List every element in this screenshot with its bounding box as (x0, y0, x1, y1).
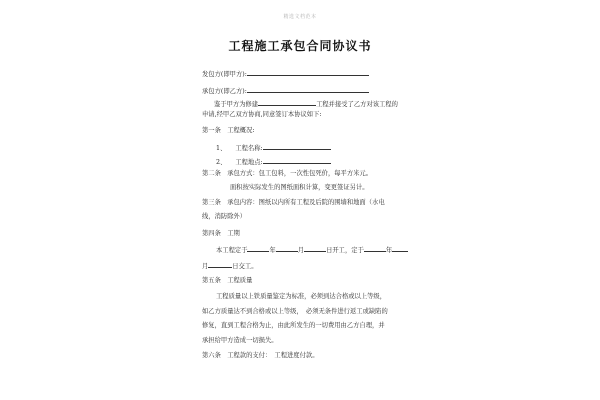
article-2-heading: 第二条 承包方式：包工包料，一次性包死价，每平方米元。 (202, 170, 373, 177)
party-b-line (202, 86, 369, 96)
completion-text: 日交工。 (232, 263, 258, 270)
article-1-item-2 (216, 157, 331, 167)
party-a-line (202, 69, 369, 79)
article-2-note: 面积按实际发生的图纸面积计算，变更签证另计。 (230, 184, 369, 191)
article-1-heading: 第一条 工程概况: (202, 127, 255, 134)
project-name-blank (258, 99, 316, 106)
party-b-label: 承包方(即乙方): (202, 88, 247, 95)
item-2-number: 2、 (216, 159, 227, 166)
article-3-line-1: 第三条 承包内容：图纸以内所有工程及后院的围墙和地面（水电 (202, 199, 385, 206)
article-5-line-4: 承担给甲方造成一切损失。 (202, 337, 278, 344)
article-5-line-2: 如乙方质量达不到合格或以上等级， 必须无条件进行返工或缺陷的 (202, 308, 388, 315)
schedule-start-text: 本工程定于 (216, 247, 248, 254)
document-title: 工程施工承包合同协议书 (228, 39, 372, 53)
end-day-blank (208, 261, 232, 268)
item-1-label: 工程名称: (235, 145, 263, 152)
party-a-blank (247, 69, 369, 76)
start-year-blank (247, 245, 269, 252)
intro-suffix: 工程并接受了乙方对该工程的 (316, 101, 398, 108)
watermark: 精选文档范本 (283, 14, 317, 20)
intro-line-2: 申请,经甲乙双方协商,同意签订本协议如下: (202, 111, 322, 118)
end-month-unit: 月 (202, 263, 209, 270)
start-day-blank (304, 245, 326, 252)
project-location-field (263, 157, 331, 164)
article-4-heading: 第四条 工期 (202, 230, 240, 237)
article-3-line-2: 线，消防除外） (202, 213, 247, 220)
article-5-line-1: 工程质量以上铁质量鉴定为标准，必须到达合格或以上等级， (216, 293, 387, 300)
item-2-label: 工程地点: (235, 159, 263, 166)
article-5-heading: 第五条 工程质量 (202, 277, 253, 284)
item-1-number: 1、 (216, 145, 227, 152)
end-year-unit: 年 (385, 247, 393, 254)
article-6-heading: 第六条 工程款的支付： 工程进度付款。 (202, 352, 319, 359)
party-a-label: 发包方(即甲方): (202, 71, 247, 78)
article-4-schedule-line-1 (216, 245, 408, 255)
end-month-blank-1 (392, 245, 408, 252)
start-month-blank (276, 245, 298, 252)
article-4-schedule-line-2 (202, 261, 257, 271)
article-1-item-1 (216, 143, 331, 153)
intro-prefix: 鉴于甲方为修建 (214, 101, 259, 108)
start-year-unit: 年 (269, 247, 276, 254)
intro-line-1 (214, 99, 398, 109)
schedule-end-text: 日开工，定于 (326, 247, 364, 254)
article-5-line-3: 修复，直到工程合格为止，由此所发生的一切费用由乙方自理，并 (202, 322, 385, 329)
party-b-blank (247, 86, 369, 93)
start-month-unit: 月 (297, 247, 305, 254)
end-year-blank (364, 245, 386, 252)
project-name-field (263, 143, 331, 150)
